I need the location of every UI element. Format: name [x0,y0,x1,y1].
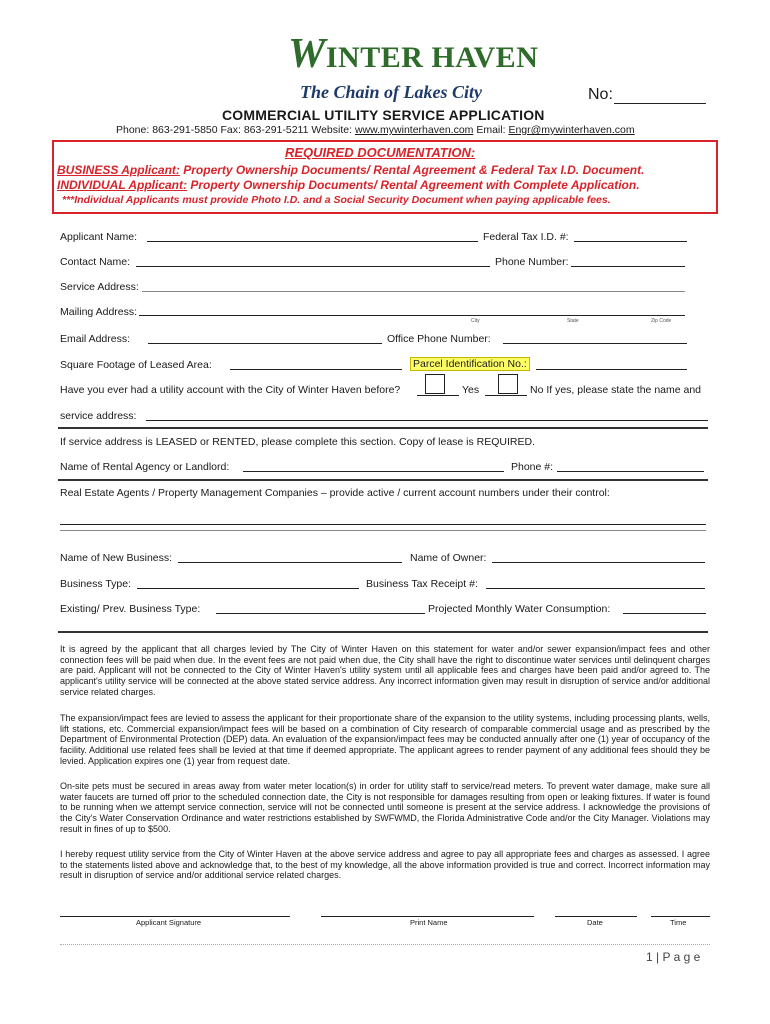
real-estate-agents-label: Real Estate Agents / Property Management Companies – provide active / current account numbers under their control: [60,487,610,499]
lease-section-heading: If service address is LEASED or RENTED, please complete this section. Copy of lease is REQUIRED. [60,436,536,448]
water-consumption-label: Projected Monthly Water Consumption: [428,603,611,615]
no-line [485,395,527,396]
rental-agency-label: Name of Rental Agency or Landlord: [60,461,230,473]
no-label: No If yes, please state the name and [530,384,702,396]
state-caption: State [567,318,579,324]
phone-number-label: Phone Number: [495,256,569,268]
office-phone-label: Office Phone Number: [387,333,491,345]
terms-paragraph-request: I hereby request utility service from the City of Winter Haven at the above service address and agree to pay all appropriate fees and charges as assessed. I agree to the statements listed above and acknowledge that, to the best of my knowledge, all the above information provided is true and correct. Incorrect information may result in disruption of service and/or additional service related charges. [60,849,710,881]
square-footage-field[interactable] [230,369,402,370]
mailing-address-label: Mailing Address: [60,306,138,318]
individual-applicant-line [57,178,640,192]
date-caption: Date [587,918,603,927]
business-applicant-line [57,163,644,177]
prev-business-type-field[interactable] [216,613,425,614]
section-divider [58,631,708,633]
time-caption: Time [670,918,687,927]
individual-applicant-label: INDIVIDUAL Applicant: [57,178,188,192]
individual-id-note: ***Individual Applicants must provide Photo I.D. and a Social Security Document when paying applicable fees. [62,194,611,206]
parcel-id-label: Parcel Identification No.: [413,358,527,370]
business-applicant-text: Property Ownership Documents/ Rental Agreement & Federal Tax I.D. Document. [183,163,645,177]
yes-line [417,395,459,396]
email-label: Email: [476,124,506,136]
owner-name-label: Name of Owner: [410,552,487,564]
page-number: 1 | P a g e [646,950,701,964]
city-logo-title [288,30,538,78]
federal-tax-id-label: Federal Tax I.D. #: [483,231,569,243]
print-name-caption: Print Name [410,918,448,927]
application-number-field[interactable] [614,103,706,104]
water-consumption-field[interactable] [623,613,706,614]
required-documentation-heading: REQUIRED DOCUMENTATION: [285,145,476,160]
terms-paragraph-impact-fees: The expansion/impact fees are levied to assess the applicant for their proportionate share of the expansion to the utility systems, including processing plants, wells, lift stations, etc. Commercial expansion/impact fees will be based on a combination of City research of comparable commercial usage and as prescribed by the Department of Environmental Protection (DEP) data. An evaluation of the expansion/impact fees may be conducted annually after one (1) year of occupancy of the facility. Additional use related fees shall be levied at that time if deemed appropriate. The applicant agrees to render payment of any additional fees should they be levied. Application expires one (1) year from request date. [60,713,710,766]
contact-name-field[interactable] [136,266,490,267]
city-logo-tagline: The Chain of Lakes City [300,82,483,102]
prev-business-type-label: Existing/ Prev. Business Type: [60,603,201,615]
new-business-field[interactable] [178,562,402,563]
applicant-name-label: Applicant Name: [60,231,138,243]
service-address-label: Service Address: [60,281,139,293]
website-link[interactable]: www.mywinterhaven.com [354,124,474,136]
contact-name-label: Contact Name: [60,256,131,268]
new-business-label: Name of New Business: [60,552,173,564]
applicant-signature-caption: Applicant Signature [136,918,202,927]
business-type-label: Business Type: [60,578,132,590]
service-address-field[interactable] [142,291,685,292]
business-tax-receipt-label: Business Tax Receipt #: [366,578,478,590]
owner-name-field[interactable] [492,562,705,563]
individual-applicant-text: Property Ownership Documents/ Rental Agreement with Complete Application. [190,178,640,192]
terms-paragraph-pets-water: On-site pets must be secured in areas away from water meter location(s) in order for utility staff to service/read meters. To prevent water damage, make sure all water faucets are turned off prior to the scheduled connection date, the City is not responsible for damages resulting from open or leaking fixtures. If water is found to be running when we attempt service connection, service will not be connected until someone is present at the service address. I acknowledge the provisions of the City's Water Conservation Ordinance and water restrictions established by SWFWMD, the Florida Administrative Code and/or the City Manager. Violations may result in fines of up to $500. [60,781,710,834]
account-numbers-field[interactable] [60,524,706,525]
landlord-phone-field[interactable] [557,471,704,472]
rental-agency-field[interactable] [243,471,504,472]
business-tax-receipt-field[interactable] [486,588,705,589]
logo-initial: W [288,31,326,77]
prior-service-address-field[interactable] [146,420,708,421]
section-divider [58,427,708,429]
phone-number-field[interactable] [571,266,685,267]
landlord-phone-label: Phone #: [511,461,554,473]
business-type-field[interactable] [137,588,359,589]
phone-fax-text: Phone: 863-291-5850 Fax: 863-291-5211 Website: [116,124,353,136]
account-numbers-field-2[interactable] [60,530,706,531]
mailing-address-field[interactable] [139,315,685,316]
yes-checkbox[interactable] [425,374,445,394]
no-checkbox[interactable] [498,374,518,394]
terms-paragraph-charges: It is agreed by the applicant that all charges levied by The City of Winter Haven on this statement for water and/or sewer expansion/impact fees and other connection fees will be paid when due. In the event fees are not paid when due, the City shall have the right to discontinue water services until delinquent charges are paid. Applicant will not be connected to the City of Winter Haven's utility system until all applicable fees and charges have been paid and/or agreed to. The applicant's utility service will be connected at the above stated service address. Any incorrect information given may result in disruption of service and/or additional service related charges. [60,644,710,697]
print-name-field[interactable] [321,916,534,917]
square-footage-label: Square Footage of Leased Area: [60,359,212,371]
form-title: COMMERCIAL UTILITY SERVICE APPLICATION [222,107,545,123]
footer-divider [60,944,710,945]
prior-service-address-label: service address: [60,410,137,422]
prior-account-question: Have you ever had a utility account with the City of Winter Haven before? [60,384,401,396]
email-address-field[interactable] [148,343,382,344]
yes-label: Yes [462,384,480,396]
logo-name: INTER HAVEN [325,41,539,74]
zip-caption: Zip Code [651,318,672,324]
parcel-id-field[interactable] [536,369,687,370]
applicant-signature-field[interactable] [60,916,290,917]
application-number-label: No: [588,86,613,103]
email-address-label: Email Address: [60,333,131,345]
email-link[interactable]: Engr@mywinterhaven.com [508,124,635,136]
business-applicant-label: BUSINESS Applicant: [57,163,180,177]
date-field[interactable] [555,916,637,917]
city-caption: City [471,318,480,324]
federal-tax-id-field[interactable] [574,241,687,242]
time-field[interactable] [651,916,710,917]
section-divider [58,479,708,481]
contact-info-line [116,124,635,136]
applicant-name-field[interactable] [147,241,478,242]
office-phone-field[interactable] [503,343,687,344]
